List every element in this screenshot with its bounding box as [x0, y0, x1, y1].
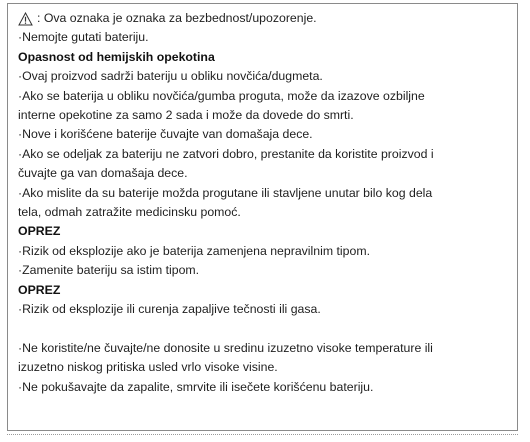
warning-line: ·Rizik od eksplozije ili curenja zapaljive tečnosti ili gasa.: [18, 302, 321, 317]
warning-line: ·Ne koristite/ne čuvajte/ne donosite u sredinu izuzetno visoke temperature ili: [18, 340, 433, 355]
warning-line: ·Ako se baterija u obliku novčića/gumba proguta, može da izazove ozbiljne: [18, 88, 425, 103]
bottom-dotted-divider: [7, 434, 518, 435]
warning-line: interne opekotine za samo 2 sada i može da dovede do smrti.: [18, 108, 354, 123]
warning-line: ·Ako mislite da su baterije možda progutane ili stavljene unutar bilo kog dela: [18, 185, 433, 200]
warning-line: ·Rizik od eksplozije ako je baterija zamenjena nepravilnim tipom.: [18, 243, 370, 258]
blank-line: [18, 320, 510, 339]
warning-line: ·Ako se odeljak za bateriju ne zatvori dobro, prestanite da koristite proizvod i: [18, 146, 434, 161]
warning-symbol-row: [18, 9, 510, 28]
warning-line: tela, odmah zatražite medicinsku pomoć.: [18, 205, 241, 220]
warning-text-block: [18, 9, 510, 397]
warning-line: izuzetno niskog pritiska usled vrlo visoke visine.: [18, 360, 278, 375]
safety-warning-panel: [7, 3, 518, 431]
warning-triangle-icon: [18, 12, 33, 26]
section-heading: Opasnost od hemijskih opekotina: [18, 49, 215, 64]
section-heading: OPREZ: [18, 282, 61, 297]
warning-line: ·Nemojte gutati bateriju.: [18, 30, 149, 45]
warning-line: ·Ne pokušavajte da zapalite, smrvite ili isečete korišćenu bateriju.: [18, 379, 374, 394]
warning-symbol-explanation: : Ova oznaka je oznaka za bezbednost/upozorenje.: [37, 11, 317, 25]
warning-line: ·Zamenite bateriju sa istim tipom.: [18, 263, 200, 278]
section-heading: OPREZ: [18, 224, 61, 239]
warning-line: ·Ovaj proizvod sadrži bateriju u obliku novčića/dugmeta.: [18, 69, 323, 84]
warning-line: čuvajte ga van domašaja dece.: [18, 166, 188, 181]
warning-line: ·Nove i korišćene baterije čuvajte van domašaja dece.: [18, 127, 313, 142]
warning-lines: [18, 28, 510, 397]
